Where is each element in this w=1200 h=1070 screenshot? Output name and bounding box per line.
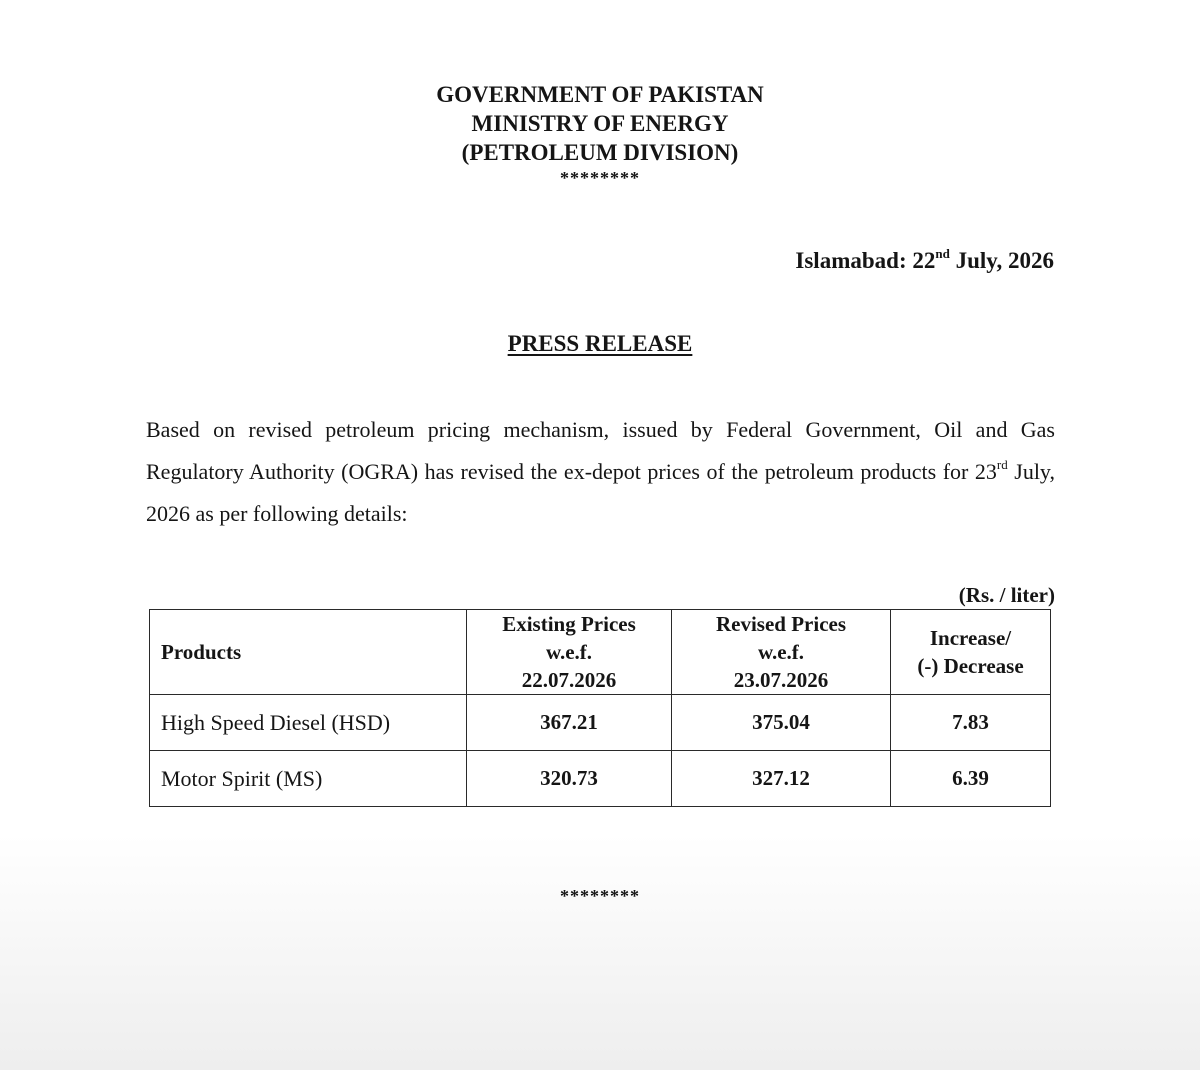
letterhead-separator: ******** [560, 168, 640, 188]
press-release-title: PRESS RELEASE [507, 331, 693, 356]
letterhead-division: (PETROLEUM DIVISION) [461, 140, 739, 165]
header-existing-line2: w.e.f. [545, 640, 593, 664]
table-row [150, 695, 1051, 751]
document-title [0, 331, 1200, 357]
unit-label: (Rs. / liter) [958, 583, 1055, 607]
price-table [149, 609, 1051, 807]
body-paragraph [146, 409, 1055, 535]
dateline-ordinal: nd [935, 246, 950, 261]
header-products: Products [150, 610, 467, 695]
header-existing-prices [467, 610, 672, 695]
header-revised-line3: 23.07.2026 [733, 668, 829, 692]
product-name: High Speed Diesel (HSD) [150, 695, 467, 751]
dateline [795, 248, 1054, 274]
letterhead-ministry: MINISTRY OF ENERGY [471, 111, 729, 136]
header-change-line1: Increase/ [929, 626, 1012, 650]
footer-separator: ******** [560, 886, 640, 906]
existing-price: 367.21 [467, 695, 672, 751]
revised-price: 375.04 [672, 695, 891, 751]
table-header-row [150, 610, 1051, 695]
header-revised-line2: w.e.f. [757, 640, 805, 664]
body-text-part1: Based on revised petroleum pricing mechanism, issued by Federal Government, Oil and Gas Regulatory Authority (OGRA) has revised the ex-depot prices of the petroleum products for 23 [146, 417, 1055, 484]
revised-price: 327.12 [672, 751, 891, 807]
header-change-line2: (-) Decrease [917, 654, 1024, 678]
product-name: Motor Spirit (MS) [150, 751, 467, 807]
dateline-suffix: July, 2026 [949, 248, 1054, 273]
price-change: 6.39 [891, 751, 1051, 807]
header-change [891, 610, 1051, 695]
existing-price: 320.73 [467, 751, 672, 807]
header-revised-prices [672, 610, 891, 695]
dateline-prefix: Islamabad: 22 [795, 248, 936, 273]
letterhead [0, 80, 1200, 187]
body-text-part2: July, 2026 as per following details: [146, 459, 1055, 526]
header-existing-line1: Existing Prices [502, 612, 636, 636]
price-change: 7.83 [891, 695, 1051, 751]
letterhead-government: GOVERNMENT OF PAKISTAN [436, 82, 764, 107]
table-row [150, 751, 1051, 807]
header-existing-line3: 22.07.2026 [521, 668, 617, 692]
body-ordinal: rd [996, 457, 1008, 472]
header-revised-line1: Revised Prices [715, 612, 847, 636]
